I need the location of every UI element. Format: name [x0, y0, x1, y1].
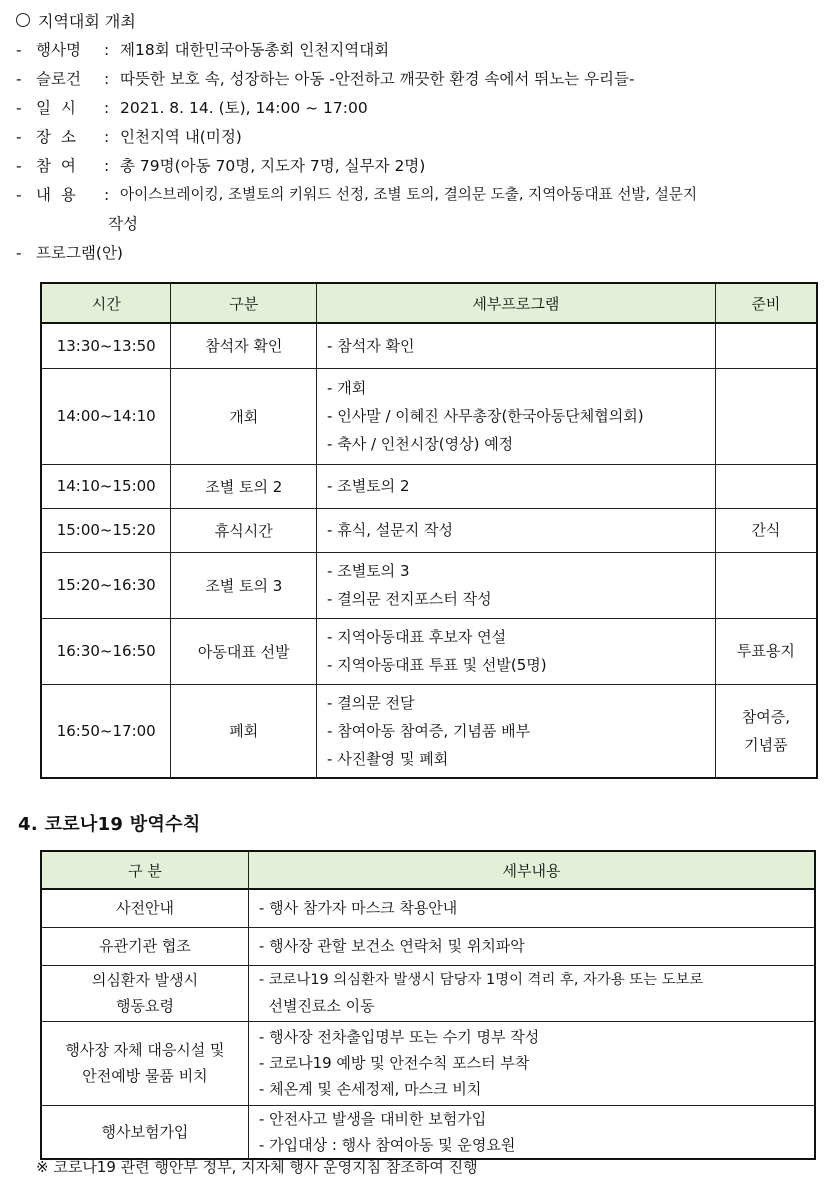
prep-cell [715, 323, 817, 368]
info-label: 일 시 [36, 99, 76, 117]
table-row [41, 323, 817, 368]
category-cell: 행사보험가입 [41, 1105, 248, 1159]
category-cell: 폐회 [171, 684, 317, 778]
column-header: 준비 [715, 283, 817, 323]
prep-cell: 투표용지 [715, 618, 817, 684]
time-cell: 15:20~16:30 [41, 552, 171, 618]
details-cell: - 지역아동대표 후보자 연설 - 지역아동대표 투표 및 선발(5명) [317, 618, 716, 684]
info-label: 장 소 [36, 128, 76, 146]
category-cell: 사전안내 [41, 889, 248, 927]
info-line-participants: - 참 여 : 총 79명(아동 70명, 지도자 7명, 실무자 2명) [16, 153, 425, 182]
info-line-place: - 장 소 : 인천지역 내(미정) [16, 124, 242, 153]
category-cell: 유관기관 협조 [41, 927, 248, 965]
section-title: 지역대회 개최 [38, 11, 136, 31]
details-cell: - 개회 - 인사말 / 이혜진 사무총장(한국아동단체협의회) - 축사 / 인천시장(영상) 예정 [317, 368, 716, 464]
details-cell: - 안전사고 발생을 대비한 보험가입 - 가입대상 : 행사 참여아동 및 운영요원 [248, 1105, 815, 1159]
column-header: 구분 [171, 283, 317, 323]
section-heading [16, 8, 136, 32]
info-line-slogan: - 슬로건 : 따뜻한 보호 속, 성장하는 아동 -안전하고 깨끗한 환경 속에서 뛰노는 우리들- [16, 66, 635, 95]
table-row [41, 1105, 815, 1159]
details-cell: - 결의문 전달 - 참여아동 참여증, 기념품 배부 - 사진촬영 및 폐회 [317, 684, 716, 778]
table-row [41, 464, 817, 508]
column-header: 구 분 [41, 851, 248, 889]
time-cell: 14:10~15:00 [41, 464, 171, 508]
category-cell: 조별 토의 2 [171, 464, 317, 508]
covid-rules-table [40, 850, 816, 1160]
info-value: 2021. 8. 14. (토), 14:00 ~ 17:00 [120, 99, 368, 117]
table-row [41, 927, 815, 965]
column-header: 세부프로그램 [317, 283, 716, 323]
category-cell: 행사장 자체 대응시설 및 안전예방 물품 비치 [41, 1021, 248, 1105]
time-cell: 16:50~17:00 [41, 684, 171, 778]
time-cell: 13:30~13:50 [41, 323, 171, 368]
info-line-date: - 일 시 : 2021. 8. 14. (토), 14:00 ~ 17:00 [16, 95, 368, 124]
details-cell: - 참석자 확인 [317, 323, 716, 368]
details-cell: - 조별토의 2 [317, 464, 716, 508]
category-cell: 아동대표 선발 [171, 618, 317, 684]
category-cell: 휴식시간 [171, 508, 317, 552]
section-4-title: 4. 코로나19 방역수칙 [18, 814, 201, 835]
info-label: 행사명 [36, 41, 81, 59]
column-header: 세부내용 [248, 851, 815, 889]
prep-cell [715, 368, 817, 464]
table-row [41, 508, 817, 552]
info-label: 내 용 [36, 186, 76, 204]
info-value: 인천지역 내(미정) [120, 128, 242, 146]
info-value: 제18회 대한민국아동총회 인천지역대회 [120, 41, 390, 59]
table-row [41, 889, 815, 927]
info-line-event-name: - 행사명 : 제18회 대한민국아동총회 인천지역대회 [16, 37, 389, 66]
footnote: ※ 코로나19 관련 행안부 정부, 지자체 행사 운영지침 참조하여 진행 [36, 1158, 478, 1176]
prep-cell [715, 464, 817, 508]
table-row [41, 618, 817, 684]
details-cell: - 휴식, 설문지 작성 [317, 508, 716, 552]
prep-cell: 간식 [715, 508, 817, 552]
info-value: 아이스브레이킹, 조별토의 키워드 선정, 조별 토의, 결의문 도출, 지역아동대표 선발, 설문지 [120, 186, 698, 203]
table-row [41, 965, 815, 1021]
info-label: 슬로건 [36, 70, 81, 88]
time-cell: 14:00~14:10 [41, 368, 171, 464]
program-label-line: - 프로그램(안) [16, 240, 123, 269]
details-cell: - 코로나19 의심환자 발생시 담당자 1명이 격리 후, 자가용 또는 도보로 선별진료소 이동 [248, 965, 815, 1021]
table-row [41, 1021, 815, 1105]
category-cell: 개회 [171, 368, 317, 464]
details-cell: - 조별토의 3 - 결의문 전지포스터 작성 [317, 552, 716, 618]
category-cell: 의심환자 발생시 행동요령 [41, 965, 248, 1021]
program-label: 프로그램(안) [36, 244, 123, 262]
table-row [41, 368, 817, 464]
program-table [40, 282, 818, 779]
category-cell: 참석자 확인 [171, 323, 317, 368]
time-cell: 16:30~16:50 [41, 618, 171, 684]
info-value: 총 79명(아동 70명, 지도자 7명, 실무자 2명) [120, 157, 426, 175]
table-header-row [41, 851, 815, 889]
table-header-row [41, 283, 817, 323]
table-row [41, 684, 817, 778]
details-cell: - 행사장 관할 보건소 연락처 및 위치파악 [248, 927, 815, 965]
time-cell: 15:00~15:20 [41, 508, 171, 552]
circle-bullet-icon [16, 13, 30, 27]
prep-cell [715, 552, 817, 618]
info-label: 참 여 [36, 157, 76, 175]
table-row [41, 552, 817, 618]
details-cell: - 행사장 전차출입명부 또는 수기 명부 작성 - 코로나19 예방 및 안전수칙 포스터 부착 - 체온계 및 손세정제, 마스크 비치 [248, 1021, 815, 1105]
info-line-content: - 내 용 : 아이스브레이킹, 조별토의 키워드 선정, 조별 토의, 결의문 도출, 지역아동대표 선발, 설문지 [16, 182, 697, 211]
prep-cell: 참여증, 기념품 [715, 684, 817, 778]
column-header: 시간 [41, 283, 171, 323]
info-value: 따뜻한 보호 속, 성장하는 아동 -안전하고 깨끗한 환경 속에서 뛰노는 우리들- [120, 70, 635, 88]
category-cell: 조별 토의 3 [171, 552, 317, 618]
details-cell: - 행사 참가자 마스크 착용안내 [248, 889, 815, 927]
info-content-wrap: 작성 [108, 215, 138, 233]
